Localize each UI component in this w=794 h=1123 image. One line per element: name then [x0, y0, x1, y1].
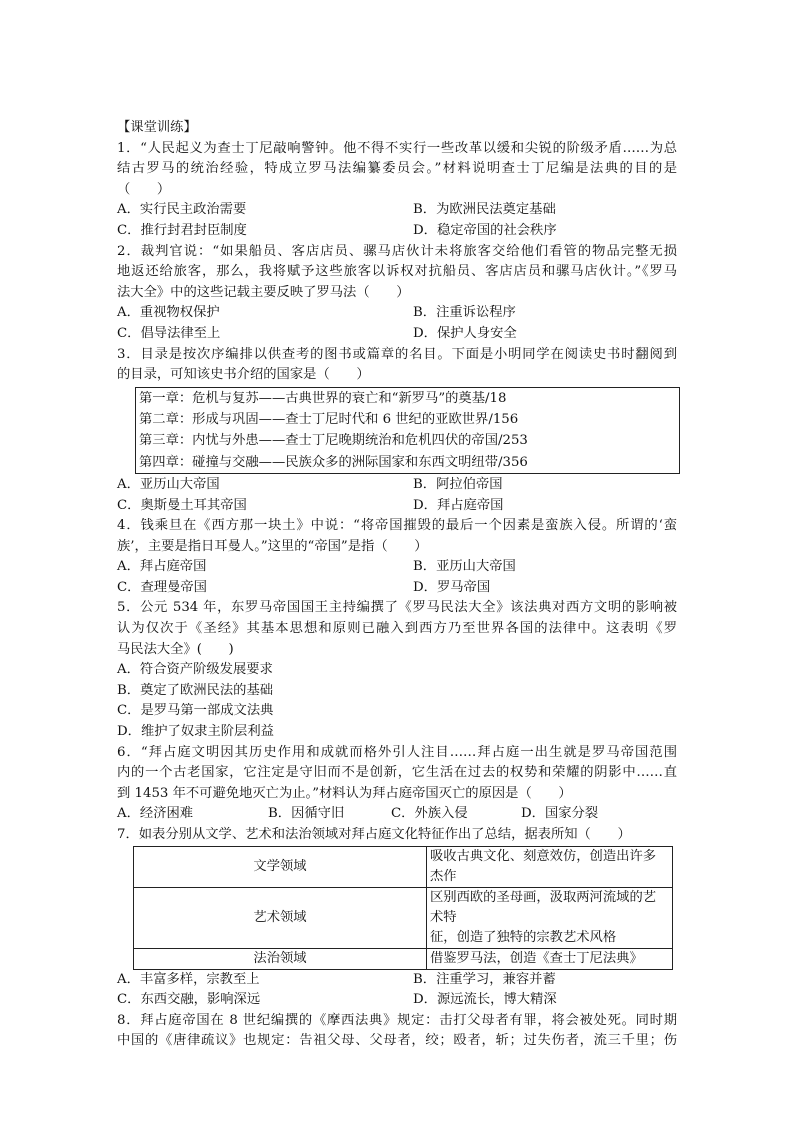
- option-b[interactable]: B．奠定了欧洲民法的基础: [117, 682, 274, 698]
- option-c[interactable]: C．倡导法律至上: [117, 325, 221, 341]
- culture-characteristics-table: [133, 846, 673, 970]
- table-cell-field: 文学领域: [134, 846, 427, 887]
- question-text-line: 6．“拜占庭文明因其历史作用和成就而格外引人注目……拜占庭一出生就是罗马帝国范围: [117, 744, 677, 760]
- options-row: [117, 804, 677, 825]
- question-text-line: 马民法大全》( ): [117, 641, 234, 657]
- table-cell-description: 吸收古典文化、刻意效仿，创造出许多杰作: [427, 846, 673, 887]
- question-text-line: 5．公元 534 年，东罗马帝国国王主持编撰了《罗马民法大全》该法典对西方文明的影响被: [117, 600, 677, 616]
- question-text-line: 中国的《唐律疏议》也规定：告祖父母、父母者，绞；殴者，斩；过失伤者，流三千里；伤: [117, 1033, 677, 1049]
- option-a[interactable]: A．亚历山大帝国: [117, 476, 220, 492]
- question-text-line: 7．如表分别从文学、艺术和法治领域对拜占庭文化特征作出了总结，据表所知（ ）: [117, 827, 631, 842]
- question-6: [117, 743, 677, 825]
- options-row: [117, 475, 677, 496]
- question-text-line: 到 1453 年不可避免地灭亡为止。”材料认为拜占庭帝国灭亡的原因是（ ）: [117, 785, 572, 801]
- option-c[interactable]: C．奥斯曼土耳其帝国: [117, 497, 247, 513]
- option-d[interactable]: D．国家分裂: [521, 806, 599, 822]
- question-text-line: 认为仅次于《圣经》其基本思想和原则已融入到西方乃至世界各国的法律中。这表明《罗: [117, 621, 677, 637]
- question-1: [117, 139, 677, 242]
- option-d[interactable]: D．罗马帝国: [413, 579, 491, 595]
- question-text-line: 内的一个古老国家，它注定是守旧而不是创新，它生活在过去的权势和荣耀的阴影中……直: [117, 765, 677, 781]
- option-a[interactable]: A．重视物权保护: [117, 305, 220, 321]
- question-text-line: （ ）: [117, 181, 171, 197]
- exercise-content: [117, 118, 677, 1052]
- options-row: [117, 200, 677, 221]
- toc-entry: 第一章：危机与复苏——古典世界的衰亡和“新罗马”的奠基/18: [139, 390, 507, 406]
- question-text-line: 法大全》中的这些记载主要反映了罗马法（ ）: [117, 284, 410, 300]
- toc-entry: 第二章：形成与巩固——查士丁尼时代和 6 世纪的亚欧世界/156: [139, 412, 519, 428]
- option-d[interactable]: D．源远流长，博大精深: [413, 992, 557, 1008]
- question-2: [117, 242, 677, 345]
- question-5: [117, 598, 677, 742]
- description-line: 征，创造了独特的宗教艺术风格: [430, 929, 617, 945]
- options-row: [117, 557, 677, 578]
- question-text-line: 1．“人民起义为查士丁尼敲响警钟。他不得不实行一些改革以缓和尖锐的阶级矛盾……为总: [117, 140, 677, 156]
- options-row: [117, 324, 677, 345]
- question-text-line: 4．钱乘旦在《西方那一块土》中说：“将帝国摧毁的最后一个因素是蛮族入侵。所谓的‘蛮: [117, 518, 677, 534]
- options-row: [117, 970, 677, 991]
- options-row: [117, 578, 677, 599]
- option-c[interactable]: C．推行封君封臣制度: [117, 222, 247, 238]
- question-text-line: 族’，主要是指日耳曼人。”这里的“帝国”是指（ ）: [117, 538, 428, 554]
- question-text-line: 8．拜占庭帝国在 8 世纪编撰的《摩西法典》规定：击打父母者有罪，将会被处死。同时期: [117, 1012, 677, 1028]
- options-row: [117, 496, 677, 517]
- question-7: [117, 825, 677, 1011]
- table-row: [134, 887, 673, 948]
- options-row: [117, 303, 677, 324]
- question-text-line: 3．目录是按次序编排以供查考的图书或篇章的名目。下面是小明同学在阅读史书时翻阅到: [117, 346, 677, 362]
- description-line: 区别西欧的圣母画，汲取两河流域的艺术特: [430, 889, 657, 925]
- option-b[interactable]: B．阿拉伯帝国: [413, 476, 503, 492]
- question-text-line: 的目录，可知该史书介绍的国家是（ ）: [117, 367, 370, 383]
- options-row: [117, 990, 677, 1011]
- question-8: [117, 1011, 677, 1052]
- option-a[interactable]: A．经济困难: [117, 806, 194, 822]
- table-cell-field: 艺术领域: [134, 887, 427, 948]
- option-c[interactable]: C．东西交融，影响深远: [117, 992, 261, 1008]
- question-text-line: 2．裁判官说：“如果船员、客店店员、骡马店伙计未将旅客交给他们看管的物品完整无损: [117, 243, 677, 259]
- option-b[interactable]: B．注重学习，兼容并蓄: [413, 971, 556, 987]
- option-a[interactable]: A．实行民主政治需要: [117, 202, 247, 218]
- option-b[interactable]: B．为欧洲民法奠定基础: [413, 202, 556, 218]
- option-c[interactable]: C．查理曼帝国: [117, 579, 207, 595]
- options-row: [117, 221, 677, 242]
- table-cell-field: 法治领域: [134, 948, 427, 969]
- option-a[interactable]: A．符合资产阶级发展要求: [117, 662, 273, 678]
- table-of-contents-box: [135, 387, 680, 474]
- table-cell-description: [427, 887, 673, 948]
- section-title: 【课堂训练】: [117, 120, 197, 135]
- table-cell-description: 借鉴罗马法，创造《查士丁尼法典》: [427, 948, 673, 969]
- option-b[interactable]: B．因循守旧: [268, 806, 345, 822]
- option-d[interactable]: D．维护了奴隶主阶层利益: [117, 724, 274, 740]
- option-d[interactable]: D．保护人身安全: [413, 325, 517, 341]
- table-row: [134, 846, 673, 887]
- toc-entry: 第三章：内忧与外患——查士丁尼晚期统治和危机四伏的帝国/253: [139, 433, 528, 449]
- question-text-line: 结古罗马的统治经验，特成立罗马法编纂委员会。”材料说明查士丁尼编是法典的目的是: [117, 161, 677, 177]
- question-3: [117, 345, 677, 517]
- table-row: [134, 948, 673, 969]
- toc-entry: 第四章：碰撞与交融——民族众多的洲际国家和东西文明纽带/356: [139, 454, 528, 470]
- option-d[interactable]: D．稳定帝国的社会秩序: [413, 222, 557, 238]
- option-c[interactable]: C．是罗马第一部成文法典: [117, 703, 274, 719]
- option-b[interactable]: B．亚历山大帝国: [413, 559, 516, 575]
- question-text-line: 地返还给旅客，那么，我将赋予这些旅客以诉权对抗船员、客店店员和骡马店伙计。”《罗马: [117, 264, 677, 280]
- question-4: [117, 516, 677, 598]
- option-d[interactable]: D．拜占庭帝国: [413, 497, 504, 513]
- option-a[interactable]: A．丰富多样，宗教至上: [117, 971, 260, 987]
- option-a[interactable]: A．拜占庭帝国: [117, 559, 207, 575]
- option-b[interactable]: B．注重诉讼程序: [413, 305, 516, 321]
- option-c[interactable]: C．外族入侵: [391, 806, 468, 822]
